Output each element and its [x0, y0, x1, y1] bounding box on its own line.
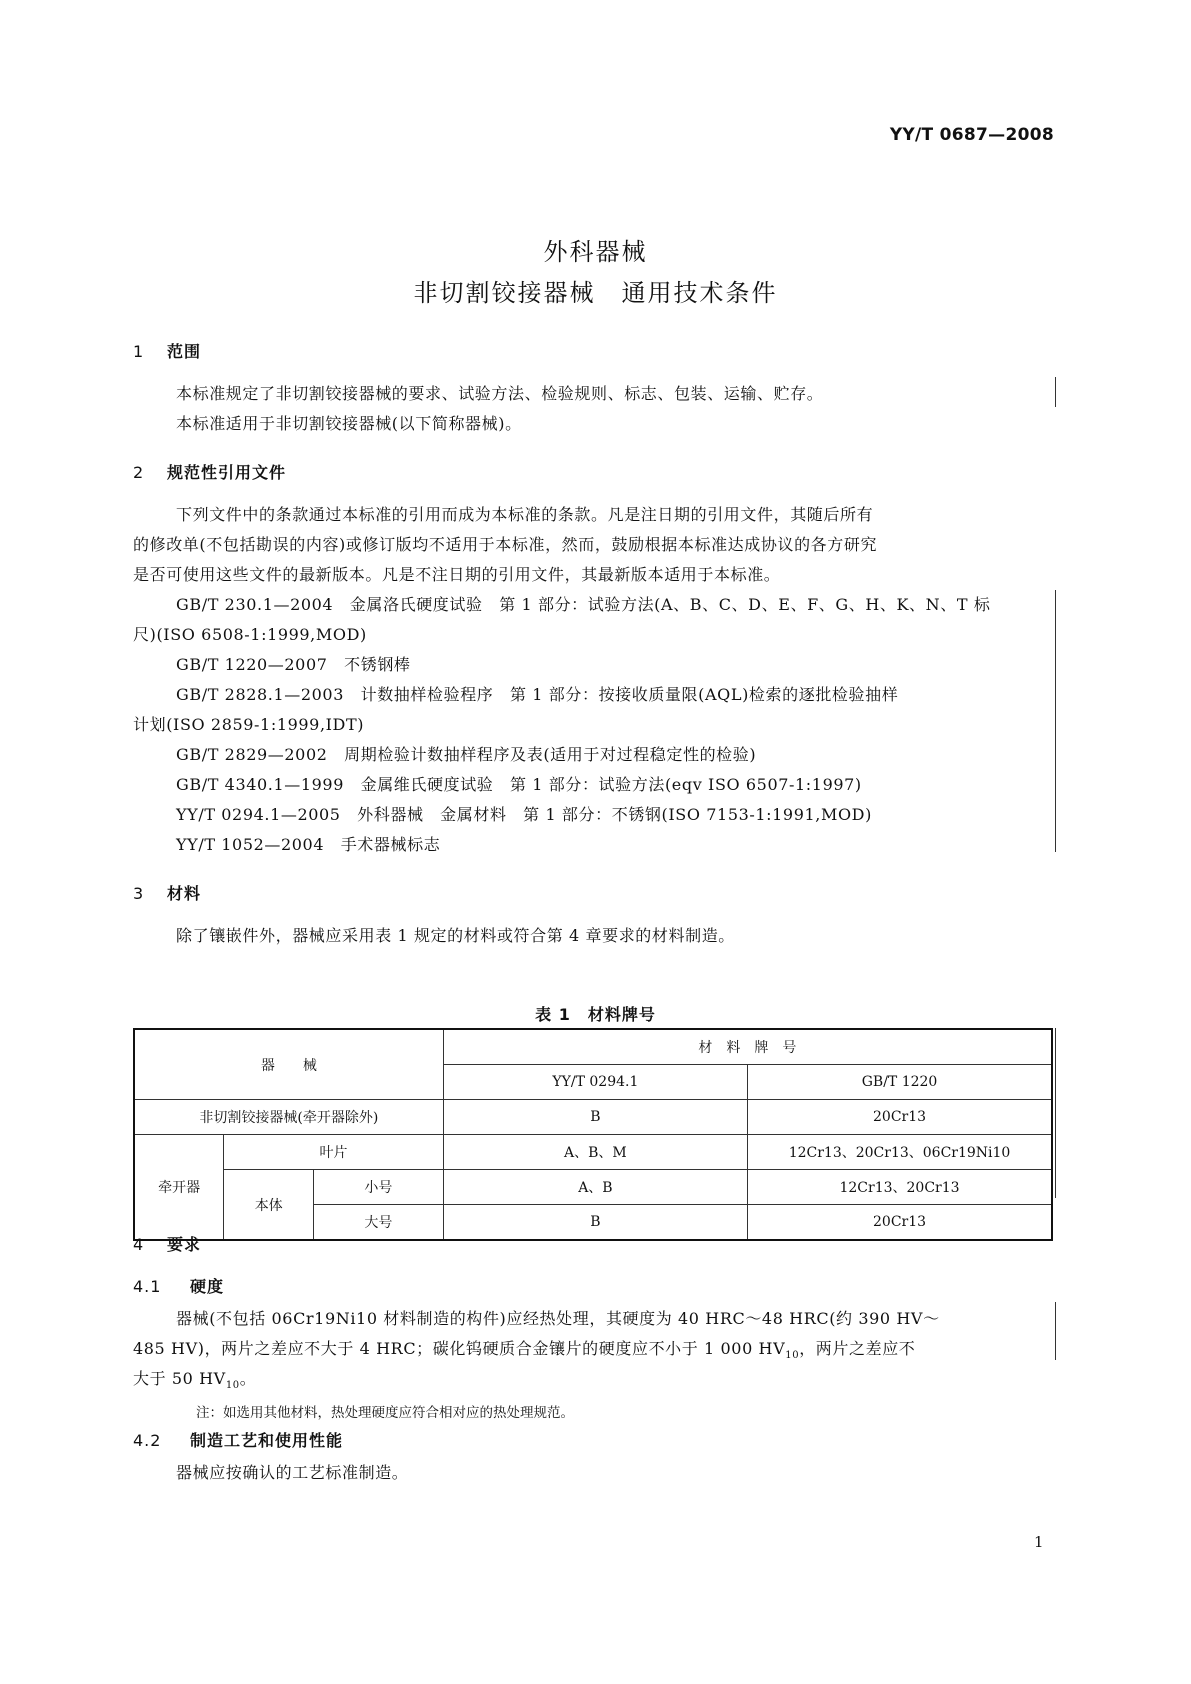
table-row-group-retractor: 牵开器: [134, 1135, 224, 1241]
table-caption: 表 1 材料牌号: [535, 1005, 656, 1024]
section-title: 硬度: [190, 1277, 225, 1296]
hardness-line-2: 485 HV)，两片之差应不大于 4 HRC；碳化钨硬质合金镶片的硬度应不小于 1 000 $HV_{10}$，两片之差应不: [133, 1339, 916, 1362]
section-number: 3: [133, 884, 145, 903]
table-cell: B: [443, 1100, 747, 1135]
section-2-heading: [133, 460, 286, 483]
section-4-1-heading: [133, 1274, 224, 1297]
section-1-heading: [133, 339, 201, 362]
title-line-2: 非切割铰接器械 通用技术条件: [413, 279, 778, 307]
section-number: 1: [133, 342, 145, 361]
reference-yyt1052: YY/T 1052—2004 手术器械标志: [176, 835, 441, 854]
references-intro-line-2: 的修改单(不包括勘误的内容)或修订版均不适用于本标准，然而，鼓励根据本标准达成协议的各方研究: [133, 535, 878, 554]
manufacturing-paragraph: 器械应按确认的工艺标准制造。: [176, 1463, 409, 1482]
references-intro-line-3: 是否可使用这些文件的最新版本。凡是不注日期的引用文件，其最新版本适用于本标准。: [133, 565, 781, 584]
reference-yyt0294: YY/T 0294.1—2005 外科器械 金属材料 第 1 部分：不锈钢(ISO 7153-1:1991,MOD): [176, 805, 872, 824]
table-cell: 12Cr13、20Cr13、06Cr19Ni10: [748, 1135, 1052, 1170]
section-title: 规范性引用文件: [167, 463, 287, 482]
section-title: 要求: [167, 1235, 202, 1254]
standard-number: YY/T 0687—2008: [889, 125, 1054, 145]
reference-gbt2829: GB/T 2829—2002 周期检验计数抽样程序及表(适用于对过程稳定性的检验): [176, 745, 757, 764]
table-row-label: 大号: [314, 1205, 444, 1241]
table-row-label: 叶片: [224, 1135, 443, 1170]
title-line-1: 外科器械: [543, 238, 648, 266]
hardness-note: 注：如选用其他材料，热处理硬度应符合相对应的热处理规范。: [196, 1405, 574, 1421]
section-title: 材料: [167, 884, 202, 903]
revision-bar: [1055, 590, 1056, 852]
table-header-gbt1220: GB/T 1220: [748, 1065, 1052, 1100]
table-cell: B: [443, 1205, 747, 1241]
section-number: 2: [133, 463, 145, 482]
revision-bar: [1055, 1028, 1056, 1198]
page-number: 1: [1034, 1533, 1044, 1551]
table-row-label: 小号: [314, 1170, 444, 1205]
scope-paragraph-2: 本标准适用于非切割铰接器械(以下简称器械)。: [176, 414, 522, 433]
reference-gbt4340: GB/T 4340.1—1999 金属维氏硬度试验 第 1 部分：试验方法(eqv ISO 6507-1:1997): [176, 775, 862, 794]
revision-bar: [1055, 1302, 1056, 1360]
reference-gbt2828-line-2: 计划(ISO 2859-1:1999,IDT): [133, 715, 365, 734]
reference-gbt230-line-1: GB/T 230.1—2004 金属洛氏硬度试验 第 1 部分：试验方法(A、B、C、D、E、F、G、H、K、N、T 标: [176, 595, 991, 614]
hardness-line-1: 器械(不包括 06Cr19Ni10 材料制造的构件)应经热处理，其硬度为 40 HRC～48 HRC(约 390 HV～: [176, 1309, 940, 1328]
table-header-material-grade: 材 料 牌 号: [443, 1029, 1052, 1065]
table-cell: 20Cr13: [748, 1205, 1052, 1241]
section-number: 4.2: [133, 1431, 162, 1450]
materials-table: [133, 1028, 1053, 1241]
section-title: 范围: [167, 342, 202, 361]
section-4-2-heading: [133, 1428, 343, 1451]
section-3-heading: [133, 881, 201, 904]
table-row-group-body: 本体: [224, 1170, 314, 1241]
table-cell: 12Cr13、20Cr13: [748, 1170, 1052, 1205]
revision-bar: [1055, 377, 1056, 407]
reference-gbt1220: GB/T 1220—2007 不锈钢棒: [176, 655, 411, 674]
scope-paragraph-1: 本标准规定了非切割铰接器械的要求、试验方法、检验规则、标志、包装、运输、贮存。: [176, 384, 824, 403]
hardness-line-3: 大于 50 $HV_{10}$。: [133, 1369, 257, 1392]
table-header-instrument: 器 械: [134, 1029, 443, 1100]
section-title: 制造工艺和使用性能: [190, 1431, 344, 1450]
table-row-label: 非切割铰接器械(牵开器除外): [134, 1100, 443, 1135]
table-header-yyt0294: YY/T 0294.1: [443, 1065, 747, 1100]
reference-gbt230-line-2: 尺)(ISO 6508-1:1999,MOD): [133, 625, 367, 644]
table-cell: A、B: [443, 1170, 747, 1205]
table-cell: A、B、M: [443, 1135, 747, 1170]
reference-gbt2828-line-1: GB/T 2828.1—2003 计数抽样检验程序 第 1 部分：按接收质量限(AQL)检索的逐批检验抽样: [176, 685, 899, 704]
materials-paragraph: 除了镶嵌件外，器械应采用表 1 规定的材料或符合第 4 章要求的材料制造。: [176, 926, 735, 945]
section-4-heading: [133, 1232, 201, 1255]
section-number: 4: [133, 1235, 145, 1254]
section-number: 4.1: [133, 1277, 162, 1296]
table-cell: 20Cr13: [748, 1100, 1052, 1135]
references-intro-line-1: 下列文件中的条款通过本标准的引用而成为本标准的条款。凡是注日期的引用文件，其随后所有: [176, 505, 874, 524]
